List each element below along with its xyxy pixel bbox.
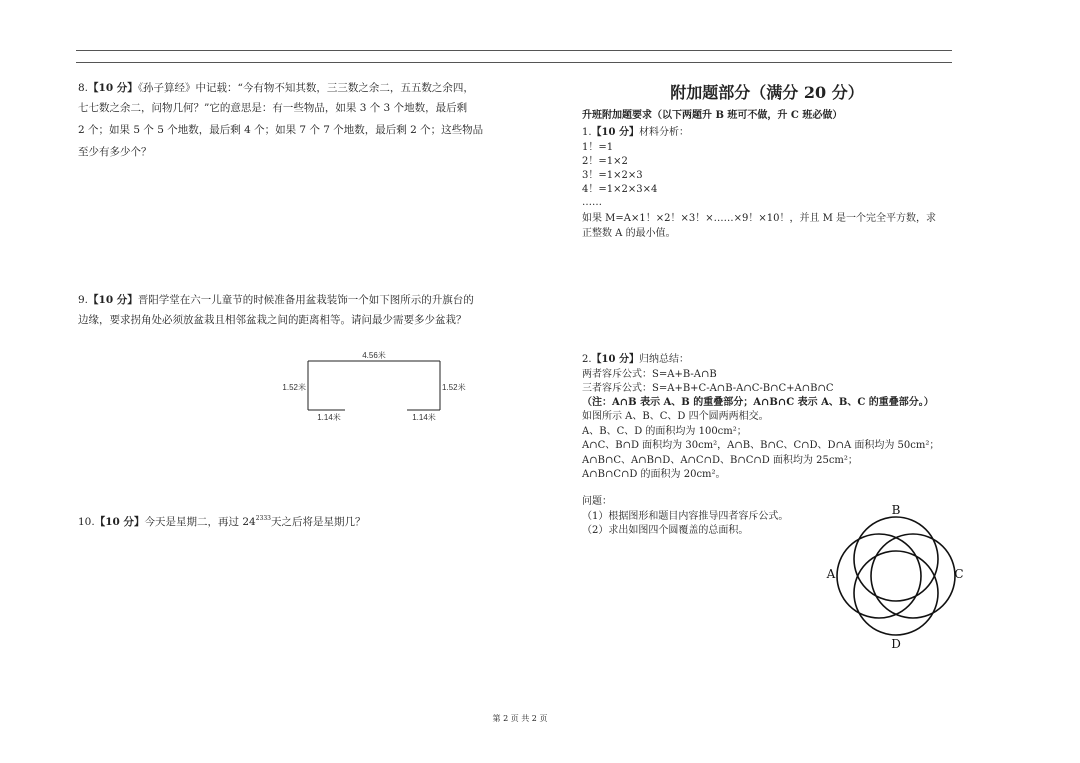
label-bottom-right-length: 1.14米 (412, 413, 436, 422)
bonus-q1-number: 1. (582, 127, 592, 138)
factorial-1: 1！=1 (582, 142, 614, 153)
bonus-q1-line-1: 如果 M=A×1！×2！×3！×……×9！×10！，并且 M 是一个完全平方数，求 (582, 213, 937, 224)
header-rule-bottom (76, 62, 952, 63)
four-circle-venn-diagram (820, 498, 970, 653)
fact-1: 如图所示 A、B、C、D 四个圆两两相交。 (582, 411, 769, 422)
formula-note: （注：A∩B 表示 A、B 的重叠部分；A∩B∩C 表示 A、B、C 的重叠部分。） (582, 397, 934, 408)
venn-label-c: C (954, 567, 964, 581)
label-right-length: 1.52米 (442, 383, 466, 392)
flag-platform-figure (270, 340, 490, 430)
bonus-q2-number: 2. (582, 354, 592, 365)
q8-line-3: 2 个；如果 5 个 5 个地数，最后剩 4 个；如果 7 个 7 个地数，最后剩 2 个；这些物品 (78, 124, 484, 136)
q8-line-1 (78, 81, 474, 95)
factorial-ellipsis: …… (582, 197, 602, 208)
q8-number: 8. (78, 82, 89, 94)
factorial-2: 2！=1×2 (582, 156, 628, 167)
q8-text: 《孙子算经》中记载：“今有物不知其数，三三数之余二，五五数之余四， (137, 82, 474, 94)
bonus-requirement: 升班附加题要求（以下两题升 B 班可不做，升 C 班必做） (582, 110, 843, 121)
sub-question-2: （2）求出如图四个圆覆盖的总面积。 (582, 525, 749, 536)
venn-circle-d (854, 551, 938, 635)
bonus-q2-heading (582, 353, 689, 366)
formula-two-sets: 两者容斥公式：S=A+B-A∩B (582, 369, 717, 380)
label-left-length: 1.52米 (282, 383, 306, 392)
formula-three-sets: 三者容斥公式：S=A+B+C-A∩B-A∩C-B∩C+A∩B∩C (582, 383, 834, 394)
q8-line-4: 至少有多少个？ (78, 146, 152, 158)
venn-label-a: A (826, 567, 836, 581)
bonus-q1-heading-text: 材料分析： (638, 127, 689, 138)
fact-2: A、B、C、D 的面积均为 100cm²； (582, 426, 747, 437)
q10-text-after: 天之后将是星期几？ (270, 516, 366, 528)
venn-circle-c (871, 534, 955, 618)
q9-line-2: 边缘，要求拐角处必须放盆栽且相邻盆栽之间的距离相等。请问最少需要多少盆栽？ (78, 314, 467, 326)
label-bottom-left-length: 1.14米 (317, 413, 341, 422)
q9-line-1 (78, 293, 474, 307)
fact-5: A∩B∩C∩D 的面积为 20cm²。 (582, 469, 726, 480)
label-top-length: 4.56米 (362, 351, 386, 360)
venn-label-b: B (891, 503, 901, 517)
bonus-title: 附加题部分（满分 20 分） (670, 83, 864, 102)
bonus-q2-points: 【10 分】 (591, 354, 639, 365)
factorial-3: 3！=1×2×3 (582, 170, 643, 181)
q10-number: 10. (78, 516, 95, 528)
bonus-q1-points: 【10 分】 (591, 127, 639, 138)
bonus-q1-heading (582, 126, 689, 139)
q10-line (78, 512, 365, 529)
factorial-4: 4！=1×2×3×4 (582, 184, 658, 195)
venn-label-d: D (891, 637, 901, 651)
venn-circle-b (854, 517, 938, 601)
page-number-footer: 第 2 页 共 2 页 (492, 714, 548, 723)
q9-text: 晋阳学堂在六一儿童节的时候准备用盆栽装饰一个如下图所示的升旗台的 (137, 294, 474, 306)
question-label: 问题： (582, 496, 612, 507)
fact-3: A∩C、B∩D 面积均为 30cm²，A∩B、B∩C、C∩D、D∩A 面积均为 50cm²； (582, 440, 940, 451)
sub-question-1: （1）根据图形和题目内容推导四者容斥公式。 (582, 511, 789, 522)
q10-exponent: 2333 (255, 515, 271, 522)
q10-points: 【10 分】 (94, 516, 145, 528)
venn-circle-a (837, 534, 921, 618)
bonus-q2-heading-text: 归纳总结： (638, 354, 689, 365)
q8-points: 【10 分】 (88, 82, 138, 94)
q9-number: 9. (78, 294, 89, 306)
q9-points: 【10 分】 (88, 294, 138, 306)
q8-line-2: 七七数之余二，问物几何？”它的意思是：有一些物品，如果 3 个 3 个地数，最后剩 (78, 102, 468, 114)
header-rule-top (76, 50, 952, 51)
bonus-q1-line-2: 正整数 A 的最小值。 (582, 228, 676, 239)
q10-text-before: 今天是星期二，再过 24 (144, 516, 256, 528)
fact-4: A∩B∩C、A∩B∩D、A∩C∩D、B∩C∩D 面积均为 25cm²； (582, 455, 858, 466)
